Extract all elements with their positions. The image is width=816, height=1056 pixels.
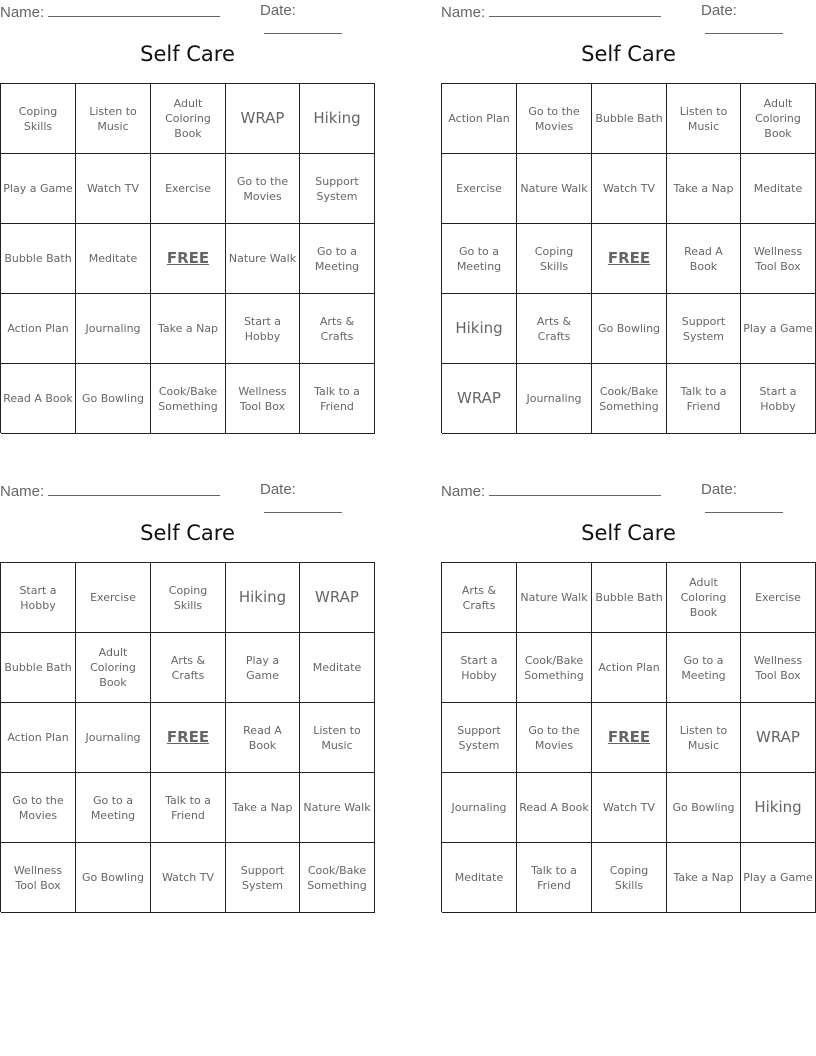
bingo-cell: Read A Book	[226, 703, 300, 773]
bingo-grid	[0, 562, 375, 912]
bingo-cell: Action Plan	[1, 703, 76, 773]
bingo-cell: Go to the Movies	[1, 773, 76, 843]
date-label: Date:	[701, 2, 737, 19]
bingo-cell: Arts & Crafts	[151, 633, 226, 703]
bingo-cell: WRAP	[300, 563, 375, 633]
bingo-cell: Go to the Movies	[517, 703, 592, 773]
bingo-cell: Meditate	[442, 843, 517, 913]
date-line[interactable]	[264, 498, 342, 513]
bingo-cell: Action Plan	[592, 633, 667, 703]
bingo-cell: Meditate	[76, 224, 151, 294]
bingo-cell: Go to the Movies	[226, 154, 300, 224]
bingo-cell: Bubble Bath	[592, 84, 667, 154]
card-title: Self Care	[140, 42, 235, 66]
bingo-cell: Listen to Music	[667, 703, 741, 773]
bingo-cell: Wellness Tool Box	[741, 633, 816, 703]
name-label: Name:	[441, 4, 486, 21]
bingo-cell: Read A Book	[1, 364, 76, 434]
bingo-grid	[441, 83, 816, 433]
bingo-cell: Action Plan	[1, 294, 76, 364]
bingo-cell: Cook/Bake Something	[151, 364, 226, 434]
bingo-cell: Play a Game	[226, 633, 300, 703]
bingo-cell: Take a Nap	[151, 294, 226, 364]
bingo-cell: Nature Walk	[517, 154, 592, 224]
name-line[interactable]	[48, 2, 220, 17]
bingo-cell: Watch TV	[76, 154, 151, 224]
bingo-grid	[441, 562, 816, 912]
bingo-cell: Adult Coloring Book	[741, 84, 816, 154]
bingo-cell: Bubble Bath	[1, 633, 76, 703]
name-field	[0, 2, 220, 21]
card-title: Self Care	[581, 521, 676, 545]
bingo-cell: Coping Skills	[592, 843, 667, 913]
bingo-cell: Coping Skills	[151, 563, 226, 633]
free-space-cell: FREE	[151, 224, 226, 294]
name-date-row	[441, 0, 816, 20]
bingo-cell: Wellness Tool Box	[226, 364, 300, 434]
bingo-cell: Bubble Bath	[1, 224, 76, 294]
bingo-cell: WRAP	[741, 703, 816, 773]
bingo-cell: Adult Coloring Book	[151, 84, 226, 154]
date-field	[701, 2, 816, 38]
bingo-cell: Coping Skills	[517, 224, 592, 294]
bingo-cell: Start a Hobby	[741, 364, 816, 434]
bingo-cell: Watch TV	[151, 843, 226, 913]
bingo-cell: Play a Game	[741, 843, 816, 913]
date-label: Date:	[701, 481, 737, 498]
date-line[interactable]	[705, 498, 783, 513]
bingo-cell: WRAP	[442, 364, 517, 434]
bingo-cell: Go Bowling	[76, 843, 151, 913]
name-date-row	[441, 479, 816, 499]
bingo-cell: Exercise	[76, 563, 151, 633]
bingo-cell: Journaling	[76, 703, 151, 773]
bingo-cell: Take a Nap	[226, 773, 300, 843]
bingo-cell: Bubble Bath	[592, 563, 667, 633]
bingo-cell: Listen to Music	[667, 84, 741, 154]
bingo-cell: Talk to a Friend	[667, 364, 741, 434]
bingo-cell: Arts & Crafts	[517, 294, 592, 364]
name-field	[0, 481, 220, 500]
bingo-cell: Action Plan	[442, 84, 517, 154]
date-field	[260, 2, 375, 38]
bingo-cell: Take a Nap	[667, 843, 741, 913]
bingo-cell: Wellness Tool Box	[1, 843, 76, 913]
bingo-cell: Support System	[442, 703, 517, 773]
name-field	[441, 2, 661, 21]
bingo-cell: Go to a Meeting	[442, 224, 517, 294]
name-line[interactable]	[48, 481, 220, 496]
bingo-cell: Journaling	[517, 364, 592, 434]
bingo-cell: Nature Walk	[300, 773, 375, 843]
bingo-cell: Talk to a Friend	[300, 364, 375, 434]
bingo-cell: Cook/Bake Something	[592, 364, 667, 434]
bingo-cell: Arts & Crafts	[442, 563, 517, 633]
free-space-cell: FREE	[592, 224, 667, 294]
bingo-cell: Hiking	[300, 84, 375, 154]
bingo-cell: Watch TV	[592, 773, 667, 843]
bingo-cell: Support System	[667, 294, 741, 364]
bingo-cell: Start a Hobby	[226, 294, 300, 364]
bingo-cell: Exercise	[741, 563, 816, 633]
bingo-cell: Play a Game	[1, 154, 76, 224]
bingo-cell: Go Bowling	[76, 364, 151, 434]
name-line[interactable]	[489, 481, 661, 496]
free-space-cell: FREE	[592, 703, 667, 773]
bingo-cell: Exercise	[442, 154, 517, 224]
date-line[interactable]	[705, 19, 783, 34]
bingo-cell: Start a Hobby	[442, 633, 517, 703]
bingo-cell: Adult Coloring Book	[667, 563, 741, 633]
bingo-cell: Meditate	[300, 633, 375, 703]
bingo-cell: Meditate	[741, 154, 816, 224]
date-label: Date:	[260, 481, 296, 498]
bingo-cell: Go to a Meeting	[76, 773, 151, 843]
bingo-cell: Hiking	[741, 773, 816, 843]
name-line[interactable]	[489, 2, 661, 17]
date-label: Date:	[260, 2, 296, 19]
card-title: Self Care	[140, 521, 235, 545]
bingo-cell: Talk to a Friend	[151, 773, 226, 843]
bingo-cell: Go to a Meeting	[300, 224, 375, 294]
bingo-cell: Wellness Tool Box	[741, 224, 816, 294]
bingo-cell: Nature Walk	[226, 224, 300, 294]
bingo-cell: Listen to Music	[76, 84, 151, 154]
bingo-cell: Journaling	[76, 294, 151, 364]
bingo-cell: Play a Game	[741, 294, 816, 364]
bingo-cell: Exercise	[151, 154, 226, 224]
bingo-cell: Support System	[226, 843, 300, 913]
bingo-grid	[0, 83, 375, 433]
bingo-cell: Support System	[300, 154, 375, 224]
name-field	[441, 481, 661, 500]
bingo-cell: Start a Hobby	[1, 563, 76, 633]
name-date-row	[0, 479, 375, 499]
bingo-cell: Adult Coloring Book	[76, 633, 151, 703]
bingo-cell: Read A Book	[667, 224, 741, 294]
bingo-cell: Arts & Crafts	[300, 294, 375, 364]
card-title: Self Care	[581, 42, 676, 66]
bingo-cell: Listen to Music	[300, 703, 375, 773]
bingo-cell: Journaling	[442, 773, 517, 843]
bingo-cell: Cook/Bake Something	[300, 843, 375, 913]
date-field	[701, 481, 816, 517]
bingo-cell: Coping Skills	[1, 84, 76, 154]
date-line[interactable]	[264, 19, 342, 34]
bingo-cell: Hiking	[226, 563, 300, 633]
bingo-cell: Hiking	[442, 294, 517, 364]
bingo-cell: Take a Nap	[667, 154, 741, 224]
bingo-cell: Go Bowling	[667, 773, 741, 843]
bingo-cell: WRAP	[226, 84, 300, 154]
bingo-cell: Go to the Movies	[517, 84, 592, 154]
bingo-cell: Cook/Bake Something	[517, 633, 592, 703]
date-field	[260, 481, 375, 517]
name-label: Name:	[0, 483, 45, 500]
bingo-cell: Read A Book	[517, 773, 592, 843]
bingo-cell: Watch TV	[592, 154, 667, 224]
name-date-row	[0, 0, 375, 20]
bingo-cell: Talk to a Friend	[517, 843, 592, 913]
name-label: Name:	[0, 4, 45, 21]
free-space-cell: FREE	[151, 703, 226, 773]
bingo-cell: Go to a Meeting	[667, 633, 741, 703]
bingo-cell: Nature Walk	[517, 563, 592, 633]
name-label: Name:	[441, 483, 486, 500]
bingo-cell: Go Bowling	[592, 294, 667, 364]
